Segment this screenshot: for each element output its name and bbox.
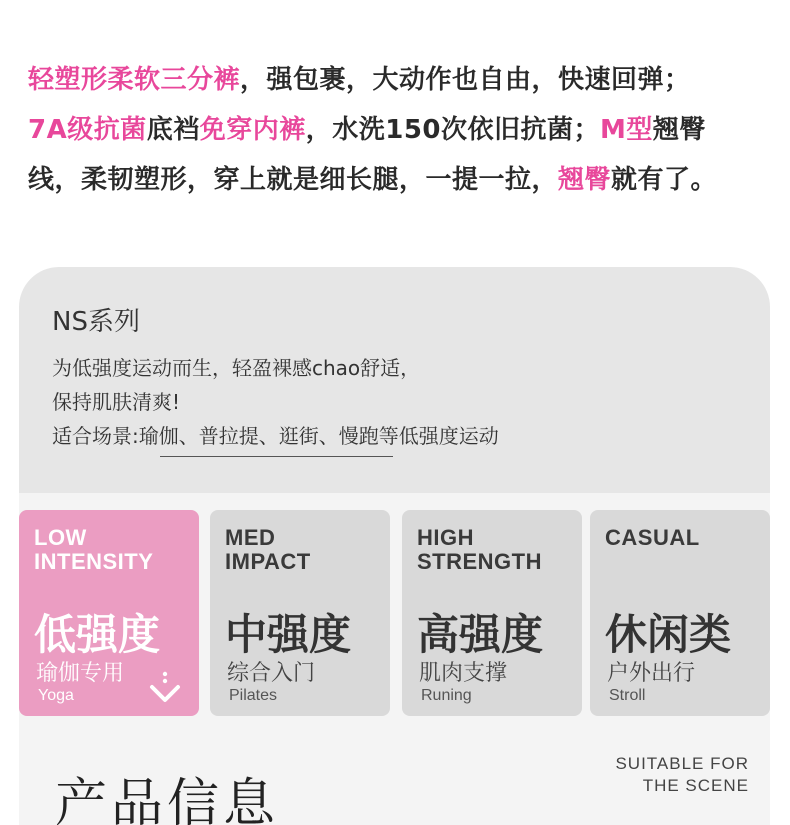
divider-line: [160, 456, 393, 457]
tile-en-line: CASUAL: [605, 525, 700, 550]
series-card: [19, 267, 770, 825]
tile-subtitle: 户外出行: [607, 661, 696, 686]
tile-en-line: IMPACT: [225, 549, 311, 574]
intensity-tiles: [19, 493, 770, 735]
product-info-section: [19, 735, 770, 825]
intro-text: 翘臀: [652, 115, 706, 145]
suitable-scene-label: [615, 753, 749, 797]
tile-english-title: [34, 526, 153, 574]
tile-en-line: MED: [225, 525, 276, 550]
tile-english-title: [605, 526, 700, 550]
tile-high-strength[interactable]: [402, 510, 582, 716]
tile-english-subtitle: Stroll: [609, 687, 646, 704]
tile-casual[interactable]: [590, 510, 770, 716]
tile-chinese-title: 高强度: [417, 610, 544, 659]
tile-en-line: HIGH: [417, 525, 474, 550]
tile-chinese-title: 休闲类: [605, 610, 732, 659]
tile-english-title: [417, 526, 542, 574]
product-info-title: 产品信息: [55, 774, 280, 825]
scene-line: SUITABLE FOR: [615, 754, 749, 773]
highlight-text: 7A级抗菌: [28, 115, 147, 145]
tile-subtitle: 综合入门: [227, 661, 316, 686]
series-title: NS系列: [52, 307, 140, 337]
tile-low-intensity[interactable]: [19, 510, 199, 716]
scene-line: THE SCENE: [642, 776, 749, 795]
tile-subtitle: 瑜伽专用: [36, 661, 125, 686]
tile-subtitle: 肌肉支撑: [419, 661, 508, 686]
tile-chinese-title: 低强度: [34, 610, 161, 659]
tile-english-subtitle: Runing: [421, 687, 472, 704]
highlight-text: M型: [600, 115, 653, 145]
intro-text: 线，柔韧塑形，穿上就是细长腿，一提一拉，: [28, 165, 559, 195]
chevron-down-icon: [147, 670, 183, 706]
description-line: 适合场景:瑜伽、普拉提、逛街、慢跑等低强度运动: [52, 424, 499, 448]
series-header: [19, 267, 770, 493]
tile-english-subtitle: Yoga: [38, 687, 74, 704]
tile-en-line: LOW: [34, 525, 87, 550]
intro-text: 底裆: [146, 115, 200, 145]
tile-chinese-title: 中强度: [225, 610, 352, 659]
description-line: 为低强度运动而生，轻盈裸感chao舒适，: [52, 356, 421, 380]
intro-text: 就有了。: [611, 165, 718, 195]
intro-text: ，水洗150次依旧抗菌；: [305, 115, 601, 145]
intro-text: ，强包裹，大动作也自由，快速回弹；: [240, 65, 691, 95]
tile-en-line: STRENGTH: [417, 549, 542, 574]
highlight-text: 免穿内裤: [199, 115, 306, 145]
highlight-text: 轻塑形柔软三分裤: [28, 65, 241, 95]
description-line: 保持肌肤清爽!: [52, 390, 181, 414]
tile-english-subtitle: Pilates: [229, 687, 278, 704]
intro-paragraph: [28, 55, 788, 205]
tile-english-title: [225, 526, 311, 574]
series-description: [52, 351, 672, 453]
highlight-text: 翘臀: [558, 165, 612, 195]
tile-med-impact[interactable]: [210, 510, 390, 716]
tile-en-line: INTENSITY: [34, 549, 154, 574]
